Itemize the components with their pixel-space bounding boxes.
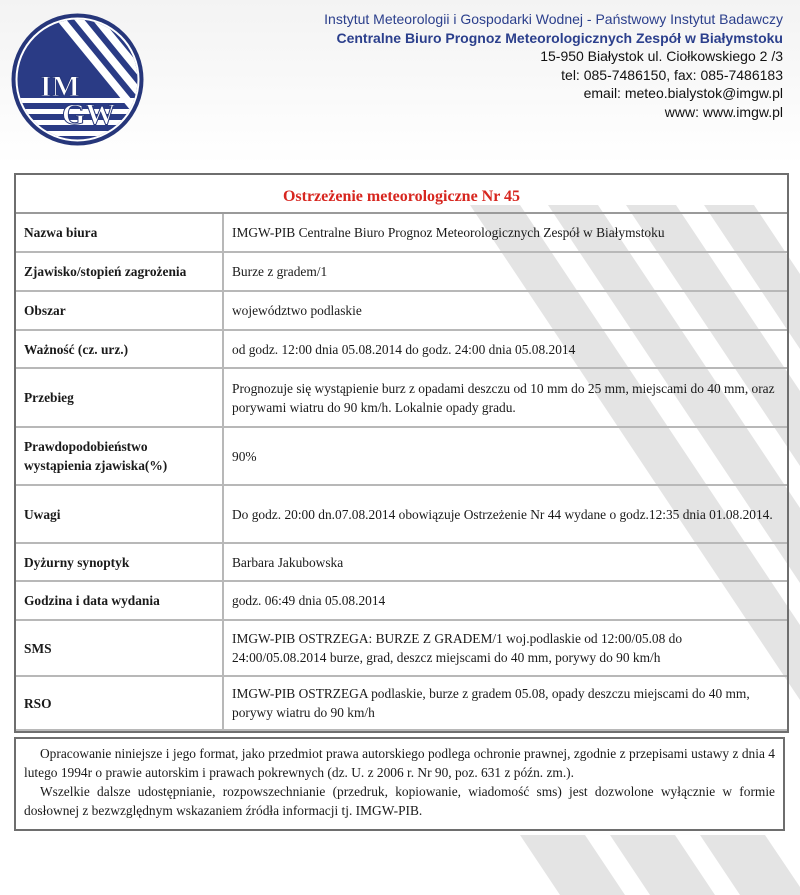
row-value: IMGW-PIB Centralne Biuro Prognoz Meteorologicznych Zespół w Białymstoku: [223, 214, 787, 252]
website: www: www.imgw.pl: [664, 103, 783, 120]
row-value: Do godz. 20:00 dn.07.08.2014 obowiązuje Ostrzeżenie Nr 44 wydane o godz.12:35 dnia 01.08.2014.: [223, 485, 787, 543]
address: 15-950 Białystok ul. Ciołkowskiego 2 /3: [540, 48, 783, 65]
copyright-text: Opracowanie niniejsze i jego format, jako przedmiot prawa autorskiego podlega ochronie prawnej, zgodnie z przepisami ustawy z dnia 4 lutego 1994r o prawie autorskim i prawach pokrewnych (dz. U. z 2006 r. Nr 90, poz. 631 z późn. zm.).: [24, 746, 775, 780]
row-label: Dyżurny synoptyk: [16, 543, 223, 581]
row-label: Ważność (cz. urz.): [16, 330, 223, 368]
table-row: [16, 214, 787, 252]
row-value: 90%: [223, 427, 787, 485]
table-row: [16, 368, 787, 427]
table-row: [16, 485, 787, 543]
table-row: [16, 330, 787, 368]
imgw-logo-icon: [10, 12, 145, 147]
row-value: IMGW-PIB OSTRZEGA: BURZE Z GRADEM/1 woj.podlaskie od 12:00/05.08 do 24:00/05.08.2014 burze, grad, deszcz miejscami do 40 mm, porywy do 90 km/h: [223, 620, 787, 676]
phone-fax: tel: 085-7486150, fax: 085-7486183: [561, 66, 783, 83]
row-label: Uwagi: [16, 485, 223, 543]
row-label: Godzina i data wydania: [16, 581, 223, 620]
svg-text:IM: IM: [40, 70, 80, 103]
row-label: SMS: [16, 620, 223, 676]
email: email: meteo.bialystok@imgw.pl: [583, 85, 783, 102]
bureau-name: Centralne Biuro Prognoz Meteorologicznych Zespół w Białymstoku: [336, 29, 783, 46]
warning-box: [14, 173, 789, 733]
row-label: RSO: [16, 676, 223, 730]
row-label: Obszar: [16, 291, 223, 330]
row-label: Nazwa biura: [16, 214, 223, 252]
table-row: [16, 291, 787, 330]
table-row: [16, 252, 787, 291]
svg-text:GW: GW: [62, 98, 116, 131]
copyright-notice: [14, 737, 785, 831]
organization-info: [324, 10, 783, 122]
row-value: Barbara Jakubowska: [223, 543, 787, 581]
table-row: [16, 581, 787, 620]
warning-title: Ostrzeżenie meteorologiczne Nr 45: [16, 175, 787, 214]
table-row: [16, 427, 787, 485]
row-value: IMGW-PIB OSTRZEGA podlaskie, burze z gradem 05.08, opady deszczu miejscami do 40 mm, porywy wiatru do 90 km/h: [223, 676, 787, 730]
institute-name: Instytut Meteorologii i Gospodarki Wodnej - Państwowy Instytut Badawczy: [324, 11, 783, 27]
row-value: godz. 06:49 dnia 05.08.2014: [223, 581, 787, 620]
row-value: Burze z gradem/1: [223, 252, 787, 291]
warning-table: [16, 214, 787, 731]
row-label: Przebieg: [16, 368, 223, 427]
row-label: Prawdopodobieństwo wystąpienia zjawiska(%): [16, 427, 223, 485]
row-value: województwo podlaskie: [223, 291, 787, 330]
row-label: Zjawisko/stopień zagrożenia: [16, 252, 223, 291]
table-row: [16, 676, 787, 730]
row-value: Prognozuje się wystąpienie burz z opadami deszczu od 10 mm do 25 mm, miejscami do 40 mm, oraz porywami wiatru do 90 km/h. Lokalnie opady gradu.: [223, 368, 787, 427]
distribution-text: Wszelkie dalsze udostępnianie, rozpowszechnianie (przedruk, kopiowanie, wiadomość sms) jest dozwolone wyłącznie w formie dosłownej z bezwzględnym wskazaniem źródła informacji tj. IMGW-PIB.: [24, 784, 775, 818]
table-row: [16, 620, 787, 676]
letterhead: [0, 0, 800, 165]
table-row: [16, 543, 787, 581]
row-value: od godz. 12:00 dnia 05.08.2014 do godz. 24:00 dnia 05.08.2014: [223, 330, 787, 368]
